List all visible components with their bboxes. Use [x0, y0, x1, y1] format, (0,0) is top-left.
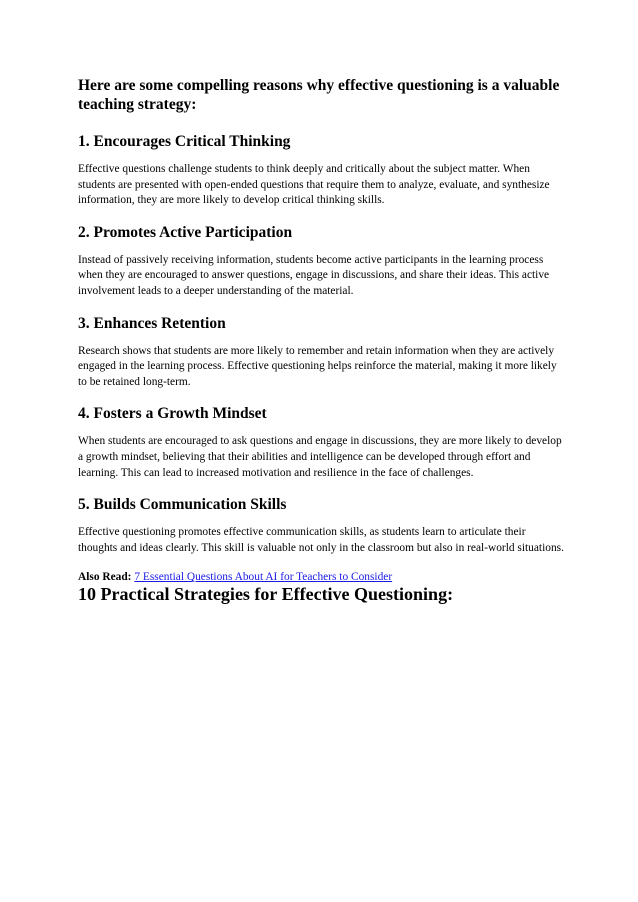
section-communication-skills [78, 495, 564, 556]
strategies-heading: 10 Practical Strategies for Effective Questioning: [78, 584, 454, 605]
section-paragraph: Research shows that students are more likely to remember and retain information when they are actively engaged in the learning process. Effective questioning helps reinforce the material, making it more likely to be retained long-term. [78, 344, 557, 388]
section-paragraph: Effective questions challenge students to think deeply and critically about the subject matter. When students are presented with open-ended questions that require them to analyze, evaluate, and synthesize information, they are more likely to develop critical thinking skills. [78, 163, 550, 207]
section-heading: 5. Builds Communication Skills [78, 496, 287, 514]
section-heading: 2. Promotes Active Participation [78, 223, 293, 241]
also-read-label: Also Read: [78, 571, 132, 584]
section-critical-thinking [78, 132, 564, 209]
section-active-participation [78, 223, 564, 300]
section-paragraph: Instead of passively receiving information, students become active participants in the learning process when they are encouraged to answer questions, engage in discussions, and share their ideas. This active involvement leads to a deeper understanding of the material. [78, 253, 550, 297]
section-paragraph: Effective questioning promotes effective communication skills, as students learn to articulate their thoughts and ideas clearly. This skill is valuable not only in the classroom but also in real-world situations. [78, 526, 564, 554]
also-read-link[interactable]: 7 Essential Questions About AI for Teachers to Consider [134, 571, 393, 584]
section-growth-mindset [78, 404, 564, 481]
also-read-line [78, 570, 564, 584]
section-heading: 3. Enhances Retention [78, 314, 226, 332]
document-page [78, 76, 564, 604]
section-enhances-retention [78, 314, 564, 391]
section-paragraph: When students are encouraged to ask questions and engage in discussions, they are more likely to develop a growth mindset, believing that their abilities and intelligence can be developed through effort and learning. This can lead to increased motivation and resilience in the face of challenges. [78, 435, 562, 479]
intro-heading: Here are some compelling reasons why effective questioning is a valuable teaching strategy: [78, 77, 560, 113]
section-heading: 4. Fosters a Growth Mindset [78, 405, 267, 423]
section-heading: 1. Encourages Critical Thinking [78, 133, 291, 150]
